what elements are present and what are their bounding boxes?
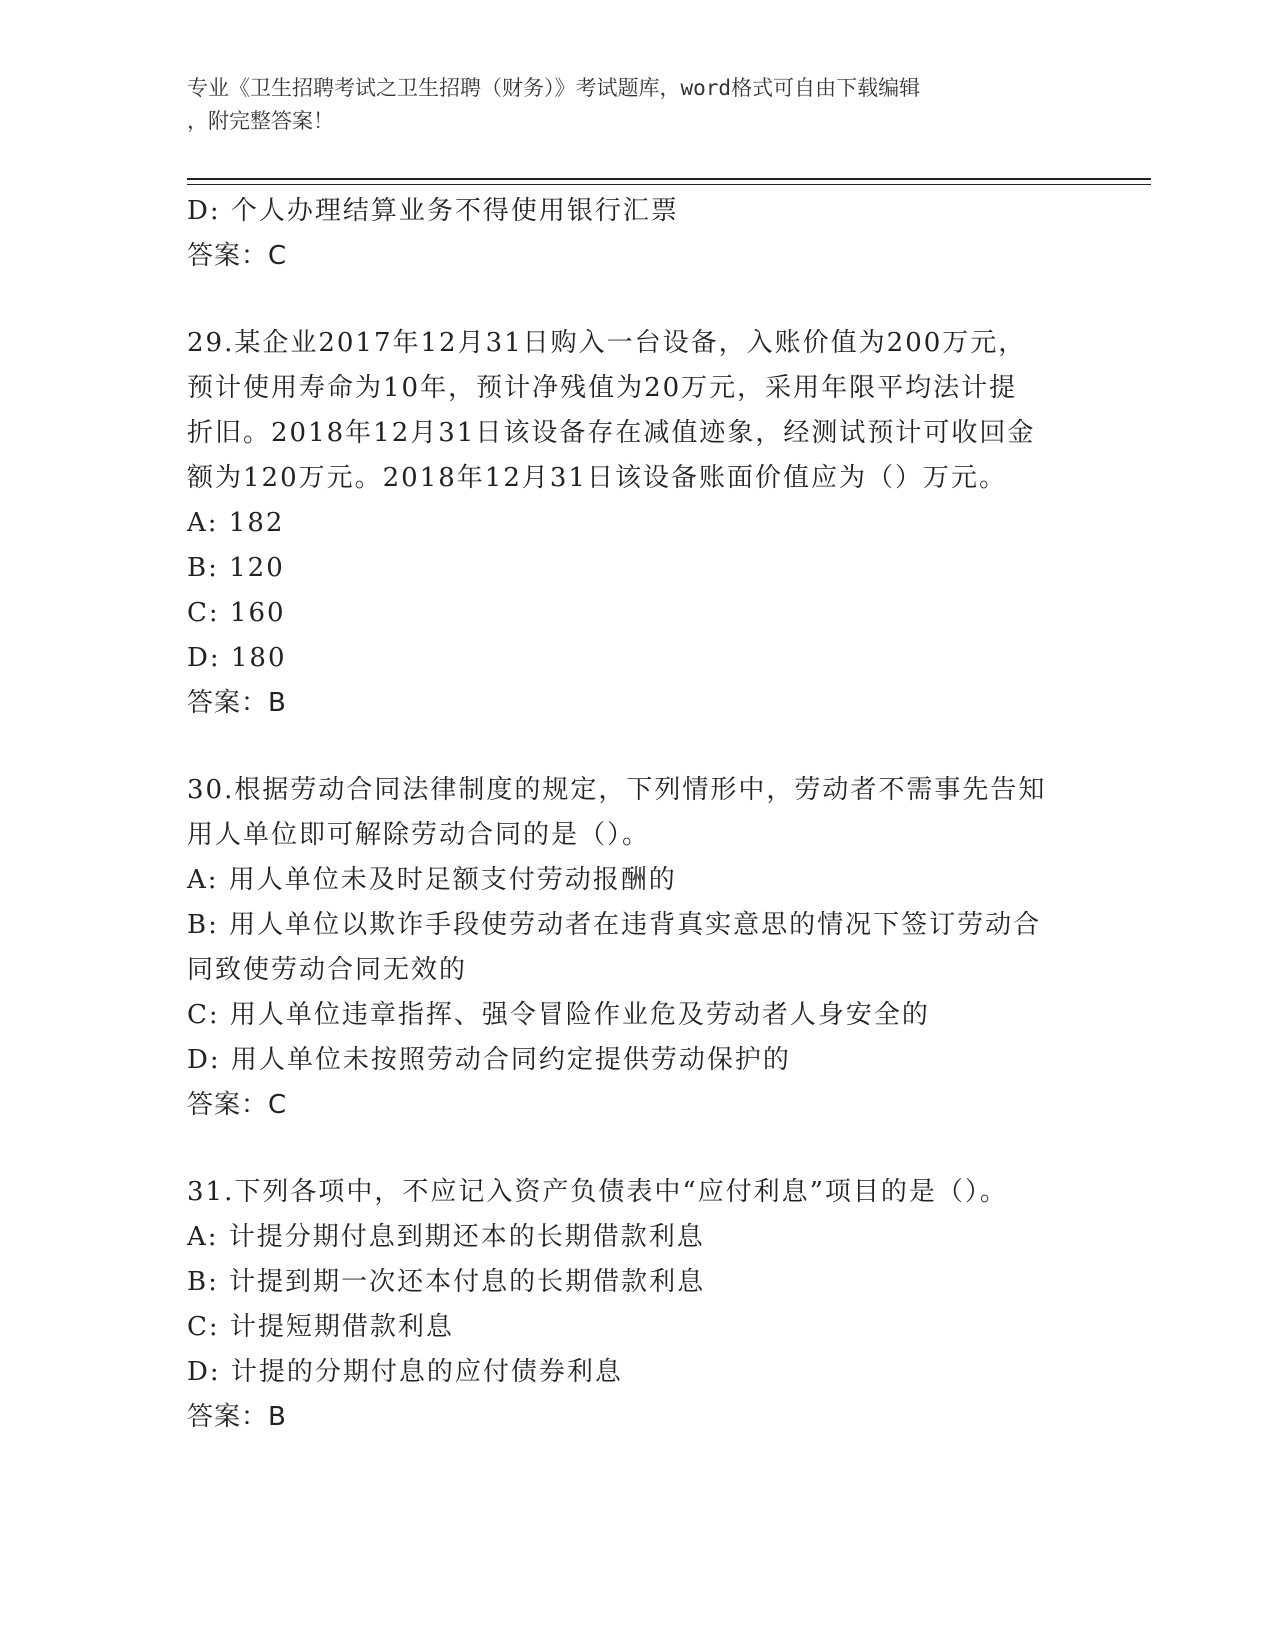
header-line-2: ，附完整答案！ [187,109,334,133]
option-a: A: 182 [187,508,285,538]
header-divider-thin [187,184,1151,185]
option-b: B: 用人单位以欺诈手段使劳动者在违背真实意思的情况下签订劳动合 [187,910,1042,940]
option-c: C: 160 [187,598,286,628]
question-stem-line: 折旧。2018年12月31日该设备存在减值迹象，经测试预计可收回金 [187,418,1036,448]
answer-label: 答案：C [187,1090,288,1120]
question-content [187,189,1077,1440]
option-b-continued: 同致使劳动合同无效的 [187,955,468,985]
question-29 [187,321,1077,726]
carryover-option-d: D: 个人办理结算业务不得使用银行汇票 [187,196,679,226]
header-divider-thick [187,178,1151,180]
question-stem-line: 额为120万元。2018年12月31日该设备账面价值应为（）万元。 [187,463,1007,493]
question-31 [187,1170,1077,1440]
option-d: D: 用人单位未按照劳动合同约定提供劳动保护的 [187,1045,791,1075]
answer-label: 答案：B [187,1402,287,1432]
question-stem-line: 用人单位即可解除劳动合同的是（）。 [187,820,651,850]
option-b: B: 120 [187,553,285,583]
option-b: B: 计提到期一次还本付息的长期借款利息 [187,1267,706,1297]
option-c: C: 用人单位违章指挥、强令冒险作业危及劳动者人身安全的 [187,1000,930,1030]
question-stem-line: 31.下列各项中，不应记入资产负债表中“应付利息”项目的是（）。 [187,1177,1008,1207]
question-stem-line: 29.某企业2017年12月31日购入一台设备，入账价值为200万元， [187,328,1027,358]
question-stem-line: 预计使用寿命为10年，预计净残值为20万元，采用年限平均法计提 [187,373,1018,403]
document-header [187,72,1067,138]
question-stem-line: 30.根据劳动合同法律制度的规定，下列情形中，劳动者不需事先告知 [187,775,1047,805]
option-d: D: 计提的分期付息的应付债券利息 [187,1357,623,1387]
option-a: A: 计提分期付息到期还本的长期借款利息 [187,1222,705,1252]
option-d: D: 180 [187,643,287,673]
answer-label: 答案：B [187,688,287,718]
option-c: C: 计提短期借款利息 [187,1312,454,1342]
question-30 [187,768,1077,1128]
carryover-answer: 答案：C [187,241,288,271]
option-a: A: 用人单位未及时足额支付劳动报酬的 [187,865,677,895]
header-line-1: 专业《卫生招聘考试之卫生招聘（财务）》考试题库，word格式可自由下载编辑 [187,76,921,100]
